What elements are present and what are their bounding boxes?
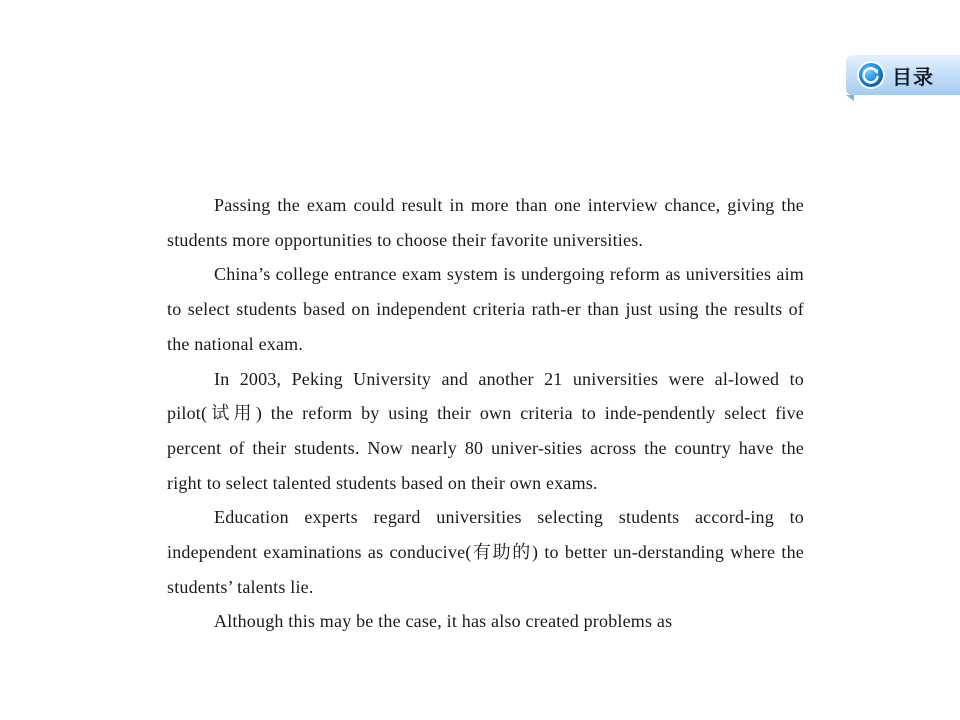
paragraph-4: Education experts regard universities selecting students accord-ing to independent examinations as conducive(有助的) to better un-derstanding where the students’ talents lie. [167,507,804,597]
paragraph-2: China’s college entrance exam system is undergoing reform as universities aim to select students based on independent criteria rath-er than just using the results of the national exam. [167,264,804,354]
contents-tab[interactable] [846,55,960,95]
contents-label: 目录 [892,64,934,89]
article-body [167,188,804,639]
paragraph-5: Although this may be the case, it has also created problems as [214,611,673,632]
refresh-circle-icon [856,60,886,90]
paragraph-1: Passing the exam could result in more than one interview chance, giving the students more opportunities to choose their favorite universities. [167,195,804,250]
paragraph-3: In 2003, Peking University and another 21 universities were al-lowed to pilot(试用) the reform by using their own criteria to inde-pendently select five percent of their students. Now nearly 80 univer-sities across the country have the right to select talented students based on their own exams. [167,368,804,493]
